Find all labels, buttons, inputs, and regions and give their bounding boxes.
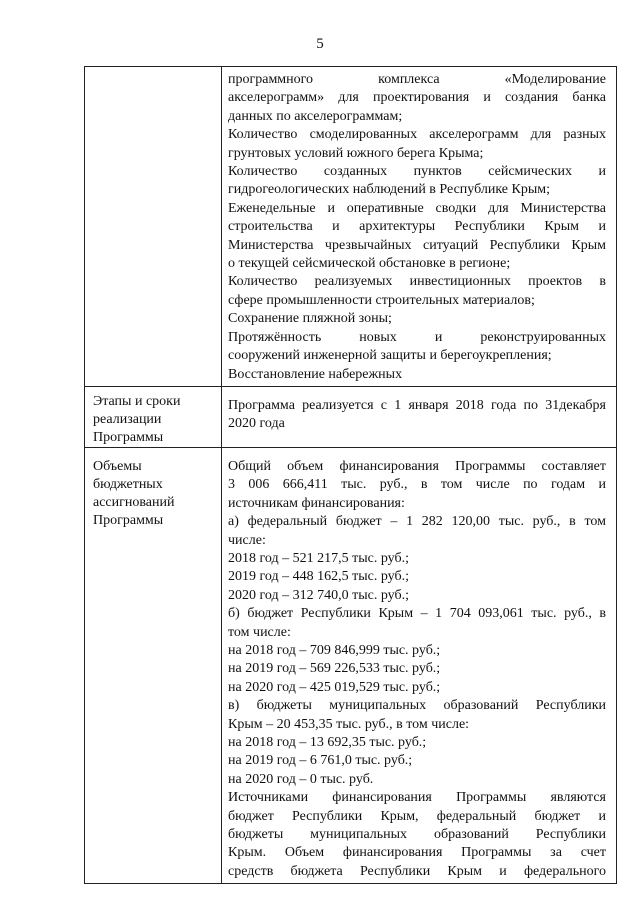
- label-cell: [85, 67, 222, 387]
- funding-label: [85, 448, 221, 530]
- text-line: в) бюджеты муниципальных образований Республики: [228, 698, 606, 714]
- text-line: а) федеральный бюджет – 1 282 120,00 тыс. руб., в том: [228, 514, 606, 530]
- program-passport-table: [84, 66, 617, 884]
- text-line: Протяжённость новых и реконструированных: [228, 329, 606, 345]
- text-line: Крым – 20 453,35 тыс. руб., в том числе:: [228, 716, 470, 732]
- label-line: бюджетных: [93, 476, 163, 492]
- indicators-text: [222, 67, 616, 386]
- text-line: 2020 год – 312 740,0 тыс. руб.;: [228, 587, 409, 603]
- text-line: на 2018 год – 709 846,999 тыс. руб.;: [228, 642, 441, 658]
- text-line: о текущей сейсмической обстановке в регионе;: [228, 256, 511, 272]
- text-line: источникам финансирования:: [228, 495, 405, 511]
- table-row-indicators: [85, 67, 617, 387]
- page-number: 5: [316, 36, 324, 52]
- label-cell: [85, 447, 222, 883]
- label-line: Объемы: [93, 458, 142, 474]
- text-line: Количество смоделированных акселерограмм для разных: [228, 127, 606, 143]
- text-line: программного комплекса «Моделирование: [228, 72, 606, 87]
- text-line: сооружений инженерной защиты и берегоукрепления;: [228, 348, 552, 364]
- text-line: средств бюджета Республики Крым и федерального: [228, 863, 606, 879]
- text-line: 3 006 666,411 тыс. руб., в том числе по годам и: [228, 477, 606, 493]
- label-line: Программы: [93, 512, 164, 528]
- text-line: данных по акселерограммам;: [228, 108, 403, 124]
- text-line: Количество реализуемых инвестиционных проектов в: [228, 274, 606, 290]
- text-line: на 2020 год – 425 019,529 тыс. руб.;: [228, 679, 441, 695]
- text-line: Сохранение пляжной зоны;: [228, 311, 392, 327]
- text-line: грунтовых условий южного берега Крыма;: [228, 145, 484, 161]
- text-line: на 2018 год – 13 692,35 тыс. руб.;: [228, 735, 427, 750]
- label-line: реализации: [93, 411, 162, 427]
- text-line: Еженедельные и оперативные сводки для Министерства: [228, 200, 606, 216]
- text-line: 2018 год – 521 217,5 тыс. руб.;: [228, 550, 409, 566]
- text-line: бюджет Республики Крым, федеральный бюджет и: [228, 808, 606, 824]
- text-line: Источниками финансирования Программы являются: [228, 790, 606, 806]
- value-cell: [222, 67, 617, 387]
- funding-text: [222, 448, 616, 883]
- text-line: строительства и архитектуры Республики Крым и: [228, 219, 606, 235]
- label-line: Этапы и сроки: [93, 393, 181, 409]
- label-cell: [85, 386, 222, 447]
- stages-label: [85, 387, 221, 447]
- text-line: том числе:: [228, 624, 291, 640]
- text-line: на 2019 год – 569 226,533 тыс. руб.;: [228, 661, 441, 677]
- text-line: на 2019 год – 6 761,0 тыс. руб.;: [228, 753, 413, 769]
- text-line: Программа реализуется с 1 января 2018 года по 31декабря: [228, 397, 606, 413]
- text-line: Общий объем финансирования Программы составляет: [228, 458, 606, 474]
- text-line: Количество созданных пунктов сейсмических и: [228, 164, 606, 180]
- text-line: бюджеты муниципальных образований Республики: [228, 827, 606, 843]
- text-line: 2020 года: [228, 416, 285, 432]
- text-line: Министерства чрезвычайных ситуаций Республики Крым: [228, 237, 606, 253]
- label-line: Программы: [93, 429, 164, 445]
- text-line: на 2020 год – 0 тыс. руб.: [228, 771, 374, 787]
- text-line: числе:: [228, 532, 266, 548]
- text-line: акселерограмм» для проектирования и создания банка: [228, 90, 606, 106]
- stages-text: [222, 387, 616, 446]
- table-row-stages: [85, 386, 617, 447]
- text-line: сфере промышленности строительных материалов;: [228, 292, 535, 308]
- text-line: гидрогеологических наблюдений в Республике Крым;: [228, 182, 551, 198]
- table-row-funding: [85, 447, 617, 883]
- text-line: Восстановление набережных: [228, 366, 403, 382]
- text-line: 2019 год – 448 162,5 тыс. руб.;: [228, 569, 409, 585]
- value-cell: [222, 447, 617, 883]
- value-cell: [222, 386, 617, 447]
- text-line: Крым. Объем финансирования Программы за счет: [228, 845, 606, 861]
- label-line: ассигнований: [93, 494, 175, 510]
- text-line: б) бюджет Республики Крым – 1 704 093,061 тыс. руб., в: [228, 606, 606, 622]
